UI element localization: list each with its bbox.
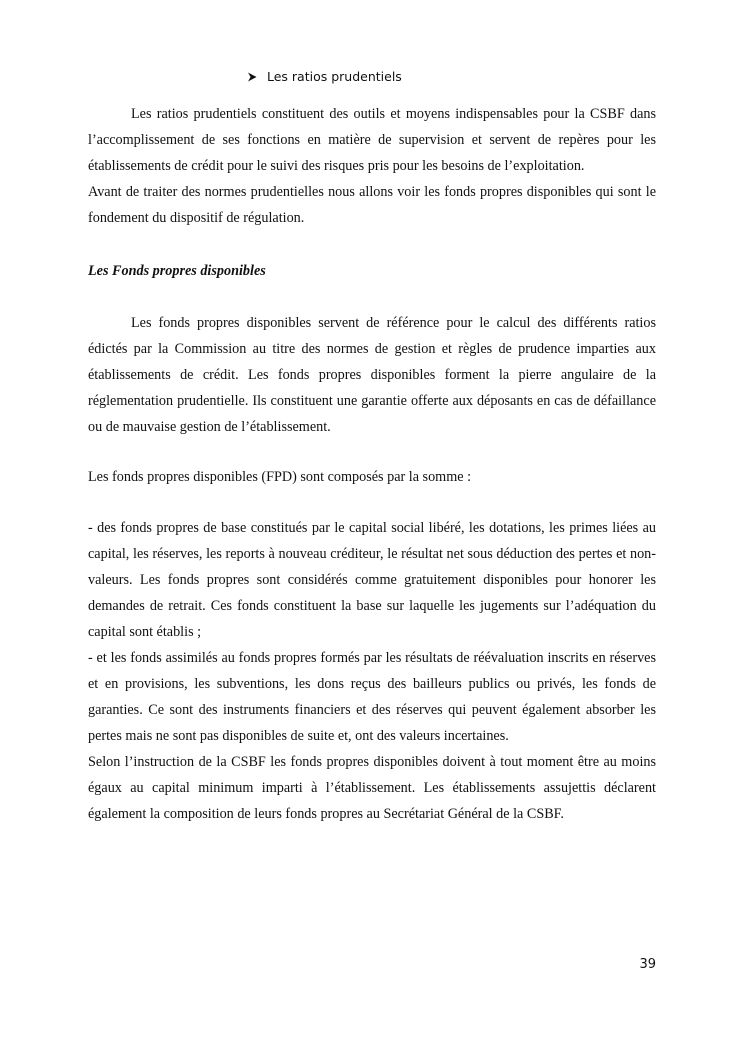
- intro-paragraph-1: Les ratios prudentiels constituent des outils et moyens indispensables pour la CSBF dans l’accomplissement de ses fonctions en matière de supervision et servent de repères pour les établissements de crédit pour le suivi des risques pris pour les besoins de l’exploitation.: [88, 106, 656, 174]
- composition-intro: Les fonds propres disponibles (FPD) sont composés par la somme :: [88, 469, 472, 485]
- section-title: Les Fonds propres disponibles: [88, 263, 266, 279]
- arrowhead-bullet-icon: [247, 72, 257, 82]
- list-item-fonds-assimiles: - et les fonds assimilés au fonds propres formés par les résultats de réévaluation inscrits en réserves et en provisions, les subventions, les dons reçus des bailleurs publics ou privés, les fonds de garanties. Ce sont des instruments financiers et des réserves qui peuvent également absorber les pertes mais ne sont pas disponibles de suite et, ont des valeurs incertaines.: [88, 650, 656, 744]
- instruction-paragraph: Selon l’instruction de la CSBF les fonds propres disponibles doivent à tout moment être au moins égaux au capital minimum imparti à l’établissement. Les établissements assujettis déclarent également la composition de leurs fonds propres au Secrétariat Général de la CSBF.: [88, 754, 656, 822]
- list-item-fonds-propres-de-base: - des fonds propres de base constitués par le capital social libéré, les dotations, les primes liées au capital, les réserves, les reports à nouveau créditeur, le résultat net sous déduction des pertes et non-valeurs. Les fonds propres sont considérés comme gratuitement disponibles pour honorer les demandes de retrait. Ces fonds constituent la base sur laquelle les jugements sur l’adéquation du capital sont établis ;: [88, 520, 656, 640]
- section-paragraph-block: [88, 310, 656, 440]
- intro-block: [88, 101, 656, 231]
- intro-paragraph-2: Avant de traiter des normes prudentielles nous allons voir les fonds propres disponibles qui sont le fondement du dispositif de régulation.: [88, 184, 656, 226]
- composition-list: [88, 515, 656, 827]
- bullet-heading-text: Les ratios prudentiels: [267, 69, 402, 84]
- composition-intro-block: [88, 464, 656, 490]
- page-number: 39: [639, 957, 656, 972]
- bullet-heading: [247, 67, 402, 87]
- section-paragraph-1: Les fonds propres disponibles servent de référence pour le calcul des différents ratios édictés par la Commission au titre des normes de gestion et règles de prudence imparties aux établissements de crédit. Les fonds propres disponibles forment la pierre angulaire de la réglementation prudentielle. Ils constituent une garantie offerte aux déposants en cas de défaillance ou de mauvaise gestion de l’établissement.: [88, 315, 656, 435]
